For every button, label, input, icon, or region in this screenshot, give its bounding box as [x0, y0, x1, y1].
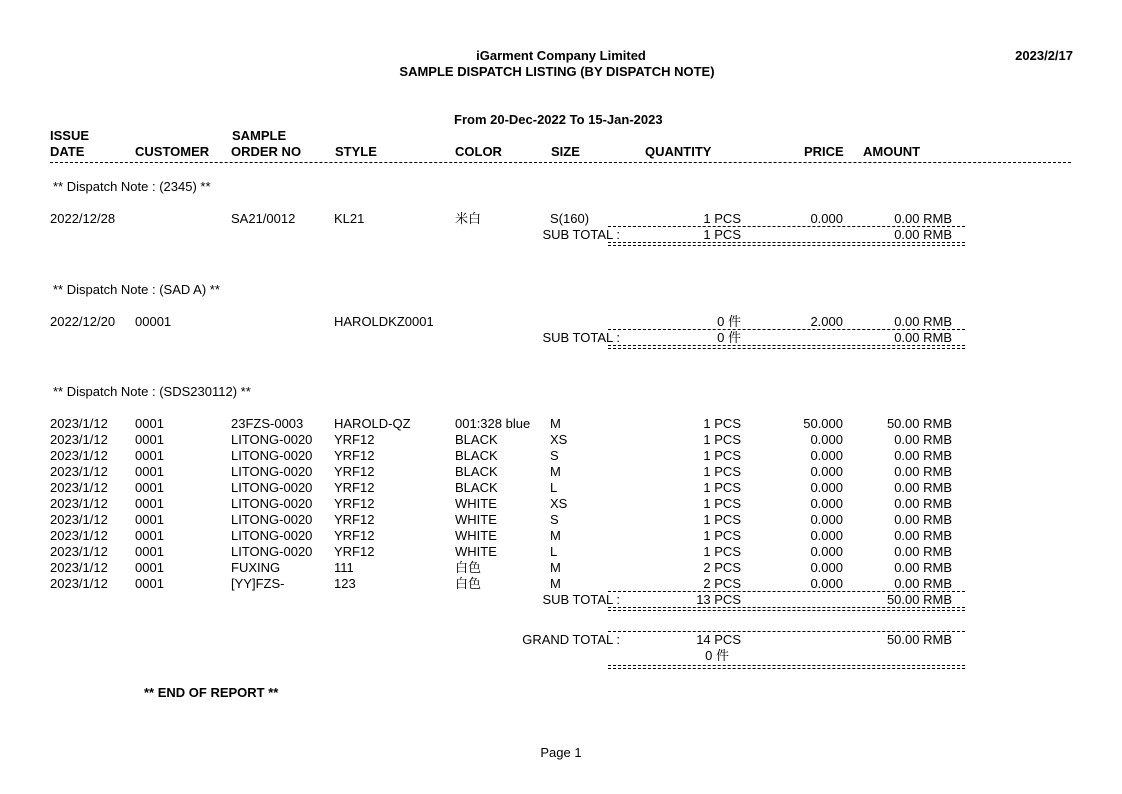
quantity-cell: 1 PCS	[703, 496, 741, 511]
price-cell: 0.000	[810, 432, 843, 447]
grand-total-qty-alt: 0 件	[705, 648, 729, 663]
customer-cell: 0001	[135, 480, 164, 495]
amount-cell: 0.00 RMB	[894, 496, 952, 511]
order-no-cell: LITONG-0020	[231, 544, 313, 559]
issue-date-cell: 2023/1/12	[50, 496, 108, 511]
size-cell: M	[550, 464, 561, 479]
quantity-cell: 1 PCS	[703, 448, 741, 463]
table-row	[0, 560, 1122, 576]
style-cell: YRF12	[334, 448, 375, 463]
quantity-cell: 1 PCS	[703, 416, 741, 431]
amount-cell: 0.00 RMB	[894, 560, 952, 575]
table-row	[0, 314, 1122, 330]
style-cell: YRF12	[334, 544, 375, 559]
table-row	[0, 544, 1122, 560]
subtotal-amount: 0.00 RMB	[894, 227, 952, 242]
color-cell: WHITE	[455, 496, 497, 511]
customer-cell: 0001	[135, 432, 164, 447]
price-cell: 0.000	[810, 480, 843, 495]
price-cell: 2.000	[810, 314, 843, 329]
table-row	[0, 464, 1122, 480]
print-date: 2023/2/17	[1015, 48, 1073, 63]
color-cell: WHITE	[455, 528, 497, 543]
subtotal-label: SUB TOTAL :	[542, 330, 620, 345]
quantity-cell: 2 PCS	[703, 560, 741, 575]
grand-total-qty: 14 PCS	[696, 632, 741, 647]
price-cell: 50.000	[803, 416, 843, 431]
quantity-cell: 1 PCS	[703, 544, 741, 559]
issue-date-cell: 2023/1/12	[50, 416, 108, 431]
quantity-cell: 1 PCS	[703, 528, 741, 543]
customer-cell: 0001	[135, 576, 164, 591]
amount-cell: 0.00 RMB	[894, 448, 952, 463]
order-no-cell: LITONG-0020	[231, 448, 313, 463]
style-cell: YRF12	[334, 464, 375, 479]
price-cell: 0.000	[810, 211, 843, 226]
size-cell: M	[550, 528, 561, 543]
size-cell: S	[550, 512, 559, 527]
size-cell: M	[550, 416, 561, 431]
size-cell: S	[550, 448, 559, 463]
order-no-cell: LITONG-0020	[231, 512, 313, 527]
customer-cell: 0001	[135, 528, 164, 543]
col-issue-date-line2: DATE	[50, 144, 85, 159]
header-divider	[50, 162, 1071, 163]
issue-date-cell: 2023/1/12	[50, 480, 108, 495]
page-number: Page 1	[540, 745, 582, 760]
subtotal-double-rule	[608, 345, 965, 349]
order-no-cell: LITONG-0020	[231, 432, 313, 447]
quantity-cell: 0 件	[717, 314, 741, 329]
amount-cell: 0.00 RMB	[894, 544, 952, 559]
subtotal-amount: 0.00 RMB	[894, 330, 952, 345]
amount-cell: 0.00 RMB	[894, 314, 952, 329]
color-cell: 白色	[455, 576, 482, 591]
order-no-cell: LITONG-0020	[231, 496, 313, 511]
quantity-cell: 1 PCS	[703, 480, 741, 495]
order-no-cell: FUXING	[231, 560, 281, 575]
col-size: SIZE	[551, 144, 580, 159]
subtotal-amount: 50.00 RMB	[886, 592, 952, 607]
col-amount: AMOUNT	[863, 144, 921, 159]
order-no-cell: [YY]FZS-	[231, 576, 285, 591]
customer-cell: 0001	[135, 416, 164, 431]
color-cell: 001:328 blue	[455, 416, 531, 431]
amount-cell: 50.00 RMB	[886, 416, 952, 431]
subtotal-qty: 1 PCS	[703, 227, 741, 242]
color-cell: 米白	[455, 211, 482, 226]
subtotal-double-rule	[608, 607, 965, 611]
order-no-cell: 23FZS-0003	[231, 416, 304, 431]
style-cell: 111	[334, 560, 354, 575]
style-cell: YRF12	[334, 480, 375, 495]
quantity-cell: 1 PCS	[703, 512, 741, 527]
grand-total-double-rule	[608, 665, 965, 669]
color-cell: WHITE	[455, 544, 497, 559]
col-order-line1: SAMPLE	[232, 128, 287, 143]
issue-date-cell: 2022/12/20	[50, 314, 116, 329]
issue-date-cell: 2023/1/12	[50, 528, 108, 543]
issue-date-cell: 2023/1/12	[50, 576, 108, 591]
col-color: COLOR	[455, 144, 502, 159]
style-cell: HAROLDKZ0001	[334, 314, 434, 329]
table-row	[0, 448, 1122, 464]
subtotal-qty: 13 PCS	[696, 592, 741, 607]
amount-cell: 0.00 RMB	[894, 211, 952, 226]
price-cell: 0.000	[810, 544, 843, 559]
quantity-cell: 1 PCS	[703, 432, 741, 447]
price-cell: 0.000	[810, 560, 843, 575]
style-cell: YRF12	[334, 528, 375, 543]
subtotal-label: SUB TOTAL :	[542, 227, 620, 242]
customer-cell: 0001	[135, 512, 164, 527]
table-row	[0, 576, 1122, 592]
col-customer: CUSTOMER	[135, 144, 210, 159]
dispatch-note-label: ** Dispatch Note : (SAD A) **	[53, 282, 220, 297]
dispatch-note-label: ** Dispatch Note : (SDS230112) **	[53, 384, 251, 399]
quantity-cell: 1 PCS	[703, 211, 741, 226]
col-order-line2: ORDER NO	[231, 144, 302, 159]
color-cell: BLACK	[455, 464, 498, 479]
amount-cell: 0.00 RMB	[894, 480, 952, 495]
order-no-cell: LITONG-0020	[231, 464, 313, 479]
size-cell: L	[550, 544, 558, 559]
table-row	[0, 480, 1122, 496]
price-cell: 0.000	[810, 448, 843, 463]
style-cell: KL21	[334, 211, 365, 226]
company-name: iGarment Company Limited	[476, 48, 646, 63]
size-cell: L	[550, 480, 558, 495]
order-no-cell: SA21/0012	[231, 211, 296, 226]
date-range: From 20-Dec-2022 To 15-Jan-2023	[454, 112, 663, 127]
end-of-report: ** END OF REPORT **	[144, 685, 279, 700]
issue-date-cell: 2023/1/12	[50, 432, 108, 447]
color-cell: WHITE	[455, 512, 497, 527]
amount-cell: 0.00 RMB	[894, 576, 952, 591]
size-cell: S(160)	[550, 211, 590, 226]
order-no-cell: LITONG-0020	[231, 480, 313, 495]
style-cell: YRF12	[334, 512, 375, 527]
subtotal-double-rule	[608, 242, 965, 246]
report-title: SAMPLE DISPATCH LISTING (BY DISPATCH NOTE)	[399, 64, 715, 79]
style-cell: HAROLD-QZ	[334, 416, 411, 431]
issue-date-cell: 2023/1/12	[50, 560, 108, 575]
table-row	[0, 432, 1122, 448]
customer-cell: 0001	[135, 448, 164, 463]
style-cell: YRF12	[334, 432, 375, 447]
price-cell: 0.000	[810, 512, 843, 527]
style-cell: 123	[334, 576, 356, 591]
col-price: PRICE	[804, 144, 844, 159]
price-cell: 0.000	[810, 576, 843, 591]
order-no-cell: LITONG-0020	[231, 528, 313, 543]
color-cell: 白色	[455, 560, 482, 575]
issue-date-cell: 2023/1/12	[50, 464, 108, 479]
customer-cell: 00001	[135, 314, 172, 329]
style-cell: YRF12	[334, 496, 375, 511]
table-row	[0, 496, 1122, 512]
col-quantity: QUANTITY	[645, 144, 712, 159]
customer-cell: 0001	[135, 560, 164, 575]
color-cell: BLACK	[455, 480, 498, 495]
size-cell: XS	[550, 496, 568, 511]
issue-date-cell: 2023/1/12	[50, 512, 108, 527]
grand-total-amount: 50.00 RMB	[886, 632, 952, 647]
dispatch-note-label: ** Dispatch Note : (2345) **	[53, 179, 211, 194]
customer-cell: 0001	[135, 544, 164, 559]
amount-cell: 0.00 RMB	[894, 464, 952, 479]
customer-cell: 0001	[135, 464, 164, 479]
issue-date-cell: 2023/1/12	[50, 544, 108, 559]
color-cell: BLACK	[455, 432, 498, 447]
price-cell: 0.000	[810, 496, 843, 511]
col-issue-date-line1: ISSUE	[50, 128, 90, 143]
table-row	[0, 512, 1122, 528]
col-style: STYLE	[335, 144, 377, 159]
quantity-cell: 2 PCS	[703, 576, 741, 591]
customer-cell: 0001	[135, 496, 164, 511]
amount-cell: 0.00 RMB	[894, 512, 952, 527]
color-cell: BLACK	[455, 448, 498, 463]
price-cell: 0.000	[810, 528, 843, 543]
amount-cell: 0.00 RMB	[894, 432, 952, 447]
subtotal-label: SUB TOTAL :	[542, 592, 620, 607]
table-row	[0, 416, 1122, 432]
grand-total-label: GRAND TOTAL :	[522, 632, 620, 647]
size-cell: M	[550, 576, 561, 591]
table-row	[0, 211, 1122, 227]
issue-date-cell: 2022/12/28	[50, 211, 116, 226]
subtotal-qty: 0 件	[717, 330, 741, 345]
price-cell: 0.000	[810, 464, 843, 479]
amount-cell: 0.00 RMB	[894, 528, 952, 543]
table-row	[0, 528, 1122, 544]
issue-date-cell: 2023/1/12	[50, 448, 108, 463]
quantity-cell: 1 PCS	[703, 464, 741, 479]
size-cell: M	[550, 560, 561, 575]
size-cell: XS	[550, 432, 568, 447]
